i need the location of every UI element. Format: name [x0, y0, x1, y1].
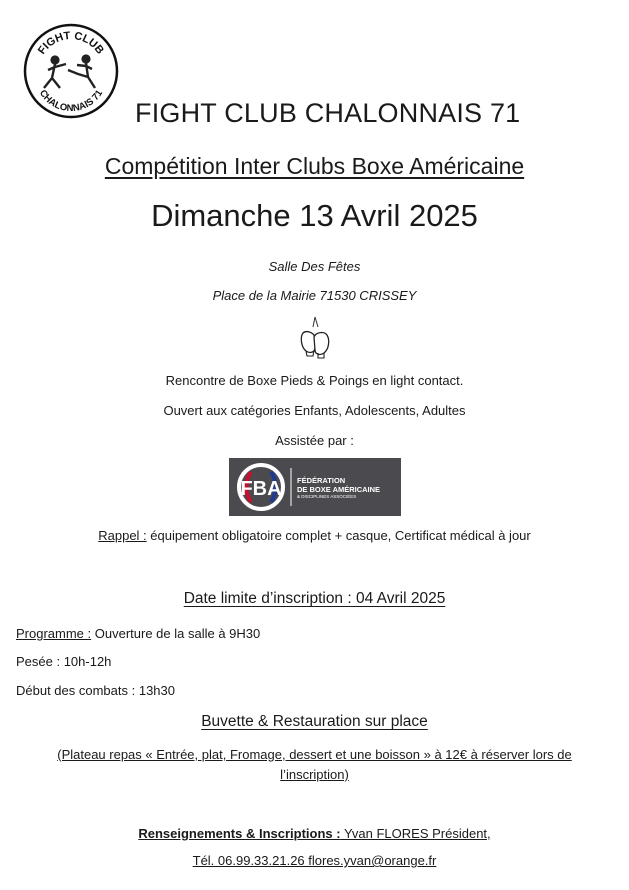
- contact-label: Renseignements & Inscriptions :: [138, 826, 341, 841]
- club-title: FIGHT CLUB CHALONNAIS 71: [135, 98, 521, 128]
- food-title: Buvette & Restauration sur place: [201, 713, 428, 730]
- federation-logo: [229, 458, 401, 516]
- logo-bottom-text: CHALONNAIS 71: [36, 87, 106, 115]
- registration-deadline: Date limite d’inscription : 04 Avril 2025: [183, 590, 446, 607]
- fba-emblem-icon: [231, 458, 293, 516]
- logo-top-text: FIGHT CLUB: [35, 29, 107, 57]
- weigh-in: Pesée : 10h-12h: [16, 654, 112, 669]
- reminder-label: Rappel :: [98, 528, 147, 543]
- competition-title: Compétition Inter Clubs Boxe Américaine: [104, 153, 525, 179]
- programme: [16, 626, 260, 641]
- fights-start: Début des combats : 13h30: [16, 683, 175, 698]
- assisted-by: Assistée par :: [275, 433, 354, 448]
- svg-text:FBA: FBA: [240, 478, 282, 500]
- venue-name: Salle Des Fêtes: [268, 259, 361, 274]
- contact: [0, 826, 629, 841]
- food-detail-line-1: (Plateau repas « Entrée, plat, Fromage, dessert et une boisson » à 12€ à réserver lors de: [57, 747, 572, 762]
- boxing-gloves-icon: [298, 315, 332, 361]
- contact-phone-email: Tél. 06.99.33.21.26 flores.yvan@orange.fr: [192, 853, 437, 868]
- reminder-text: équipement obligatoire complet + casque, Certificat médical à jour: [146, 528, 531, 543]
- club-logo: [22, 22, 120, 120]
- programme-label: Programme :: [16, 626, 92, 641]
- event-date: Dimanche 13 Avril 2025: [151, 198, 478, 233]
- reminder: [0, 528, 629, 543]
- description-line-1: Rencontre de Boxe Pieds & Poings en light contact.: [165, 373, 464, 388]
- contact-text: Yvan FLORES Président,: [340, 826, 491, 841]
- federation-name: [297, 477, 380, 500]
- fighters-icon: [44, 55, 95, 88]
- programme-text: Ouverture de la salle à 9H30: [91, 626, 261, 641]
- venue-address: Place de la Mairie 71530 CRISSEY: [212, 288, 417, 303]
- federation-line-1: FÉDÉRATION: [297, 476, 346, 485]
- club-logo-graphic: [22, 22, 120, 120]
- federation-line-3: & DISCIPLINES ASSOCIÉES: [297, 494, 357, 499]
- food-detail-line-2: l’inscription): [280, 767, 349, 782]
- description-line-2: Ouvert aux catégories Enfants, Adolescents, Adultes: [163, 403, 466, 418]
- federation-line-2: DE BOXE AMÉRICAINE: [297, 484, 381, 494]
